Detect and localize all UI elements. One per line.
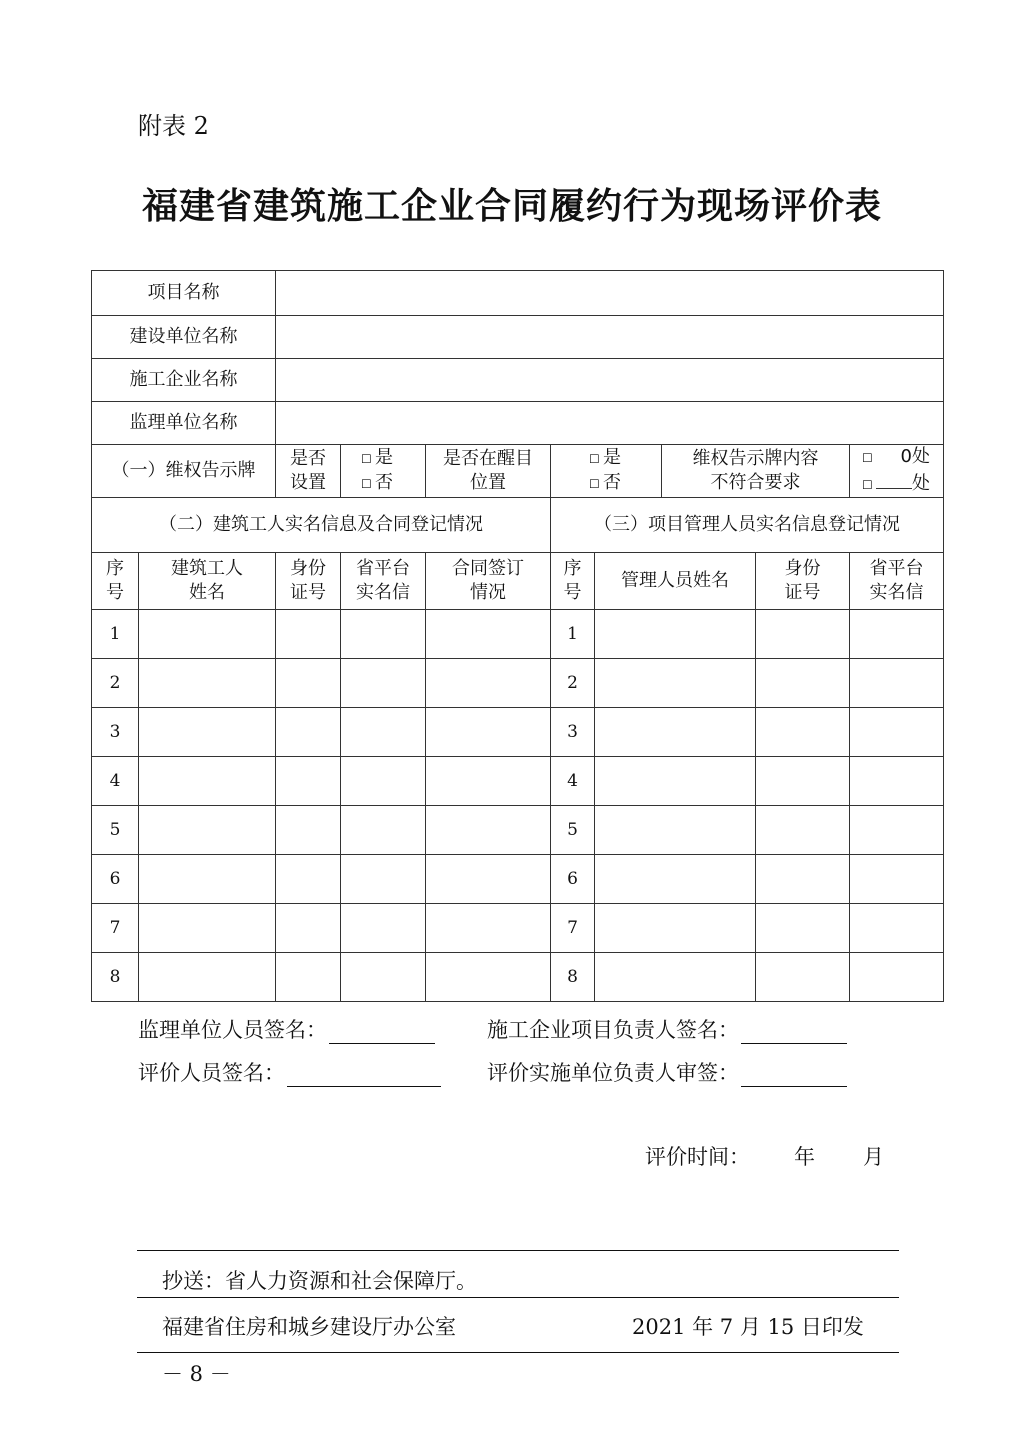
manager-seq-cell: 7 [551, 904, 595, 953]
manager-id-cell[interactable] [756, 904, 850, 953]
worker-contract-cell[interactable] [426, 610, 551, 659]
worker-platform-cell[interactable] [341, 708, 426, 757]
visible-question [426, 445, 551, 498]
visible-yes-option[interactable] [551, 446, 661, 471]
count-blank[interactable] [876, 470, 912, 489]
set-options [341, 445, 426, 498]
info-label: 施工企业名称 [92, 359, 276, 402]
manager-id-cell[interactable] [756, 708, 850, 757]
worker-platform-cell[interactable] [341, 806, 426, 855]
count-unit: 处 [912, 473, 930, 494]
worker-seq-cell: 1 [92, 610, 139, 659]
info-value-field[interactable] [276, 316, 944, 359]
worker-id-cell[interactable] [276, 610, 341, 659]
table-row [92, 806, 944, 855]
worker-seq-cell: 7 [92, 904, 139, 953]
evaluation-unit-signature-line[interactable] [741, 1064, 847, 1087]
content-question-line1: 维权告示牌内容 [692, 448, 819, 469]
page-number: － 8 － [162, 1362, 231, 1386]
table-row [92, 757, 944, 806]
visible-question-line2: 位置 [470, 472, 506, 493]
no-label: 否 [375, 472, 393, 493]
worker-id-cell[interactable] [276, 659, 341, 708]
footer-rule-top [137, 1250, 899, 1251]
table-row [92, 610, 944, 659]
info-label: 项目名称 [92, 271, 276, 316]
info-row-supervisor [92, 402, 944, 445]
contractor-lead-signature [487, 1014, 847, 1044]
evaluator-signature [138, 1057, 441, 1087]
manager-platform-cell[interactable] [850, 610, 944, 659]
supervisor-signature-line[interactable] [329, 1021, 435, 1044]
count-option-1[interactable] [850, 445, 943, 470]
data-rows [92, 610, 944, 1002]
evaluator-signature-label: 评价人员签名： [138, 1061, 285, 1085]
worker-contract-cell[interactable] [426, 806, 551, 855]
worker-contract-cell[interactable] [426, 757, 551, 806]
worker-seq-cell: 5 [92, 806, 139, 855]
worker-platform-cell[interactable] [341, 659, 426, 708]
manager-id-cell[interactable] [756, 953, 850, 1002]
worker-name-cell[interactable] [139, 855, 276, 904]
worker-seq-cell: 2 [92, 659, 139, 708]
manager-platform-cell[interactable] [850, 855, 944, 904]
worker-id-cell[interactable] [276, 904, 341, 953]
manager-id-cell[interactable] [756, 659, 850, 708]
content-question [662, 445, 850, 498]
checkbox-icon[interactable]: ☐ [862, 451, 873, 465]
manager-name-cell[interactable] [595, 610, 756, 659]
manager-name-cell[interactable] [595, 904, 756, 953]
column-header-row [92, 553, 944, 610]
evaluation-unit-signature [487, 1057, 847, 1087]
contractor-lead-signature-line[interactable] [741, 1021, 847, 1044]
manager-seq-cell: 6 [551, 855, 595, 904]
worker-platform-cell[interactable] [341, 757, 426, 806]
worker-name-cell[interactable] [139, 708, 276, 757]
col-worker-name: 建筑工人 姓名 [139, 553, 276, 610]
col-manager-id: 身份 证号 [756, 553, 850, 610]
worker-name-cell[interactable] [139, 904, 276, 953]
checkbox-icon[interactable]: ☐ [862, 478, 873, 492]
worker-platform-cell[interactable] [341, 904, 426, 953]
table-row [92, 953, 944, 1002]
info-row-developer [92, 316, 944, 359]
content-count [850, 445, 944, 498]
manager-name-cell[interactable] [595, 953, 756, 1002]
col-seq: 序 号 [551, 553, 595, 610]
worker-contract-cell[interactable] [426, 904, 551, 953]
form-title: 福建省建筑施工企业合同履约行为现场评价表 [141, 186, 882, 227]
cc-line: 抄送：省人力资源和社会保障厅。 [162, 1269, 477, 1293]
visible-no-option[interactable] [551, 471, 661, 496]
set-no-option[interactable] [341, 471, 425, 496]
supervisor-signature [138, 1014, 435, 1044]
manager-seq-cell: 2 [551, 659, 595, 708]
worker-seq-cell: 8 [92, 953, 139, 1002]
section2-title: （二）建筑工人实名信息及合同登记情况 [92, 498, 551, 553]
manager-seq-cell: 8 [551, 953, 595, 1002]
manager-id-cell[interactable] [756, 806, 850, 855]
manager-seq-cell: 4 [551, 757, 595, 806]
info-value-field[interactable] [276, 271, 944, 316]
worker-id-cell[interactable] [276, 806, 341, 855]
manager-seq-cell: 1 [551, 610, 595, 659]
worker-contract-cell[interactable] [426, 953, 551, 1002]
worker-seq-cell: 4 [92, 757, 139, 806]
worker-contract-cell[interactable] [426, 708, 551, 757]
info-value-field[interactable] [276, 359, 944, 402]
content-question-line2: 不符合要求 [710, 472, 801, 493]
info-row-contractor [92, 359, 944, 402]
table-row [92, 708, 944, 757]
info-value-field[interactable] [276, 402, 944, 445]
set-yes-option[interactable] [341, 446, 425, 471]
manager-id-cell[interactable] [756, 757, 850, 806]
manager-platform-cell[interactable] [850, 904, 944, 953]
worker-contract-cell[interactable] [426, 659, 551, 708]
checkbox-icon[interactable]: ☐ [589, 477, 600, 491]
manager-name-cell[interactable] [595, 855, 756, 904]
set-question-line2: 设置 [290, 472, 326, 493]
manager-name-cell[interactable] [595, 757, 756, 806]
worker-name-cell[interactable] [139, 659, 276, 708]
attachment-label: 附表 2 [138, 112, 209, 140]
issuer: 福建省住房和城乡建设厅办公室 [162, 1315, 456, 1339]
col-seq: 序 号 [92, 553, 139, 610]
worker-seq-cell: 6 [92, 855, 139, 904]
worker-platform-cell[interactable] [341, 610, 426, 659]
yes-label: 是 [375, 447, 393, 468]
col-manager-name: 管理人员姓名 [595, 553, 756, 610]
col-worker-contract: 合同签订 情况 [426, 553, 551, 610]
count-value: 0 [900, 446, 912, 467]
worker-name-cell[interactable] [139, 757, 276, 806]
worker-id-cell[interactable] [276, 953, 341, 1002]
table-row [92, 904, 944, 953]
date-label: 评价时间： [645, 1145, 750, 1169]
set-question-line1: 是否 [290, 448, 326, 469]
date-month: 月 [863, 1145, 884, 1169]
evaluation-form-table [91, 270, 944, 1002]
checkbox-icon[interactable]: ☐ [361, 477, 372, 491]
contractor-lead-signature-label: 施工企业项目负责人签名： [487, 1018, 739, 1042]
no-label: 否 [603, 472, 621, 493]
manager-platform-cell[interactable] [850, 953, 944, 1002]
worker-platform-cell[interactable] [341, 953, 426, 1002]
manager-id-cell[interactable] [756, 610, 850, 659]
table-row [92, 855, 944, 904]
manager-name-cell[interactable] [595, 659, 756, 708]
manager-platform-cell[interactable] [850, 757, 944, 806]
sign-board-label: （一）维权告示牌 [92, 445, 276, 498]
worker-name-cell[interactable] [139, 953, 276, 1002]
footer-rule-bottom [137, 1352, 899, 1353]
worker-seq-cell: 3 [92, 708, 139, 757]
checkbox-icon[interactable]: ☐ [361, 452, 372, 466]
footer-rule-middle [137, 1297, 899, 1298]
manager-id-cell[interactable] [756, 855, 850, 904]
table-row [92, 659, 944, 708]
manager-platform-cell[interactable] [850, 659, 944, 708]
manager-platform-cell[interactable] [850, 708, 944, 757]
evaluation-date [645, 1141, 884, 1171]
worker-name-cell[interactable] [139, 610, 276, 659]
worker-id-cell[interactable] [276, 757, 341, 806]
worker-platform-cell[interactable] [341, 855, 426, 904]
col-manager-platform: 省平台 实名信 [850, 553, 944, 610]
manager-name-cell[interactable] [595, 708, 756, 757]
set-question [276, 445, 341, 498]
date-year: 年 [794, 1145, 815, 1169]
manager-seq-cell: 3 [551, 708, 595, 757]
visible-question-line1: 是否在醒目 [443, 448, 533, 469]
section-header-row [92, 498, 944, 553]
sign-board-row [92, 445, 944, 498]
worker-name-cell[interactable] [139, 806, 276, 855]
section3-title: （三）项目管理人员实名信息登记情况 [551, 498, 944, 553]
issue-date: 2021 年 7 月 15 日印发 [632, 1315, 864, 1339]
worker-id-cell[interactable] [276, 855, 341, 904]
count-option-2[interactable] [850, 470, 943, 497]
evaluation-unit-signature-label: 评价实施单位负责人审签： [487, 1061, 739, 1085]
yes-label: 是 [603, 447, 621, 468]
col-worker-id: 身份 证号 [276, 553, 341, 610]
checkbox-icon[interactable]: ☐ [589, 452, 600, 466]
info-row-project [92, 271, 944, 316]
evaluator-signature-line[interactable] [287, 1064, 441, 1087]
info-label: 监理单位名称 [92, 402, 276, 445]
manager-seq-cell: 5 [551, 806, 595, 855]
worker-contract-cell[interactable] [426, 855, 551, 904]
manager-name-cell[interactable] [595, 806, 756, 855]
count-unit: 处 [912, 446, 930, 467]
col-worker-platform: 省平台 实名信 [341, 553, 426, 610]
info-label: 建设单位名称 [92, 316, 276, 359]
visible-options [551, 445, 662, 498]
supervisor-signature-label: 监理单位人员签名： [138, 1018, 327, 1042]
manager-platform-cell[interactable] [850, 806, 944, 855]
worker-id-cell[interactable] [276, 708, 341, 757]
